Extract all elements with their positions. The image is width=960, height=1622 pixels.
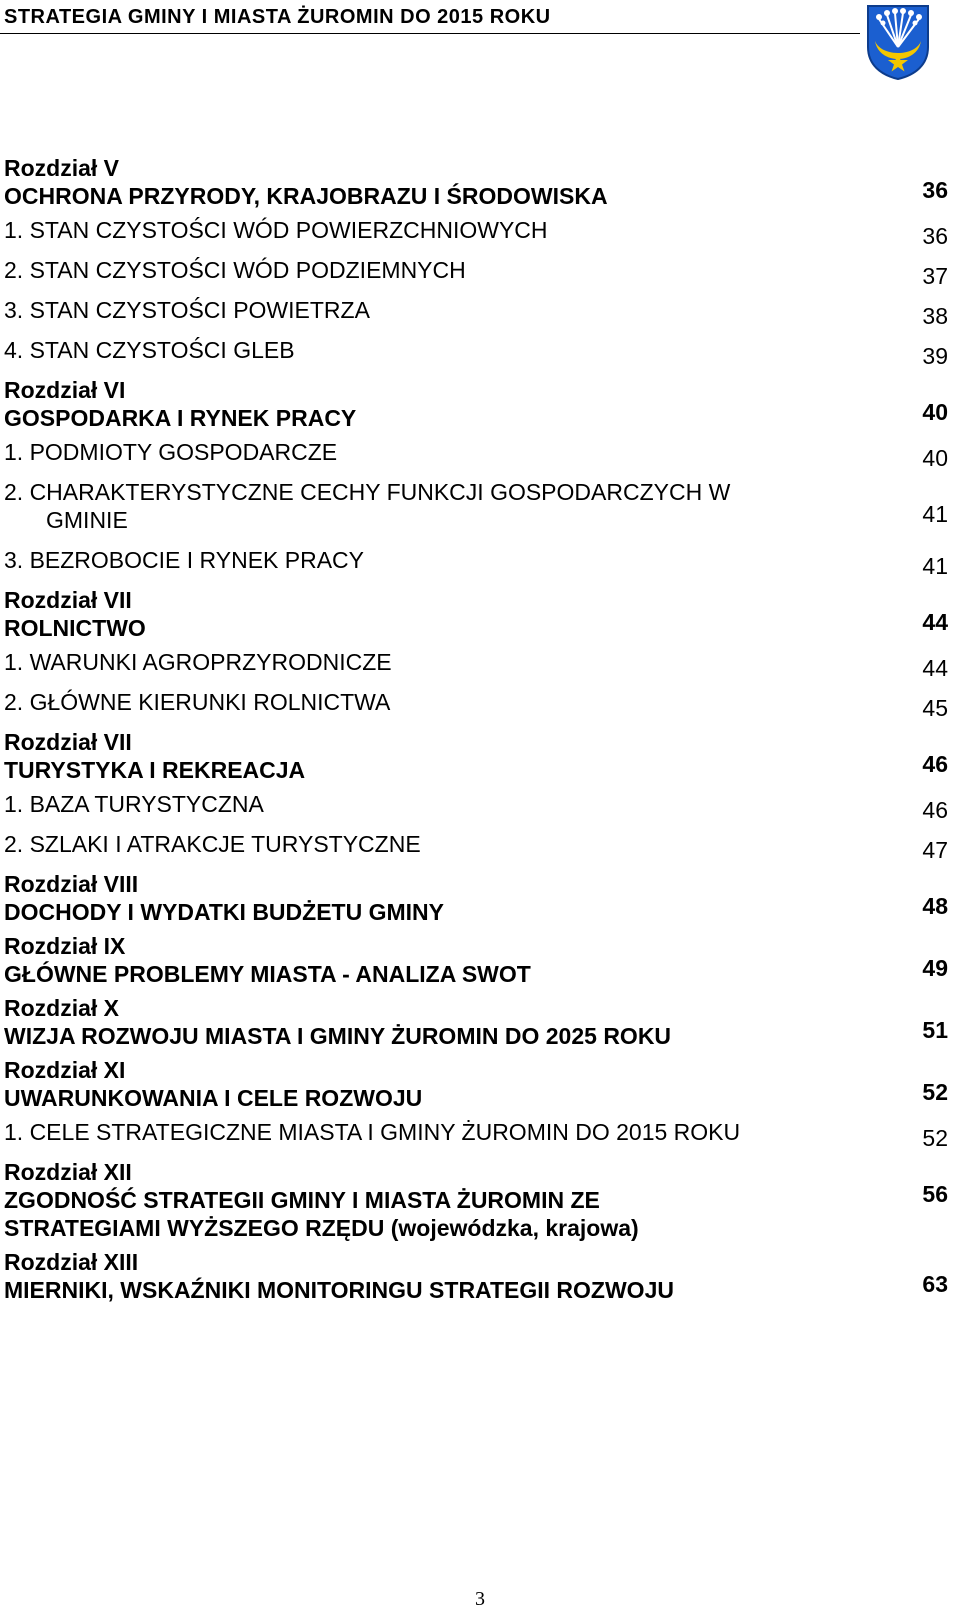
- chapter-label: Rozdział VIII: [4, 871, 139, 897]
- chapter-title: MIERNIKI, WSKAŹNIKI MONITORINGU STRATEGII ROZWOJU: [4, 1277, 674, 1303]
- toc-item[interactable]: [0, 1112, 960, 1152]
- toc-chapter[interactable]: [0, 994, 960, 1050]
- page-ref: 44: [922, 609, 948, 635]
- chapter-title-continuation: STRATEGIAMI WYŻSZEGO RZĘDU (wojewódzka, krajowa): [4, 1215, 639, 1241]
- header-divider: [0, 33, 860, 34]
- page-ref: 44: [922, 655, 948, 681]
- toc-chapter[interactable]: [0, 1158, 960, 1242]
- chapter-label: Rozdział XII: [4, 1159, 132, 1185]
- page-ref: 47: [922, 837, 948, 863]
- page-ref: 36: [922, 223, 948, 249]
- toc-item[interactable]: [0, 824, 960, 864]
- item-title: 1. BAZA TURYSTYCZNA: [4, 791, 264, 817]
- page-ref: 38: [922, 303, 948, 329]
- page-ref: 37: [922, 263, 948, 289]
- chapter-title: OCHRONA PRZYRODY, KRAJOBRAZU I ŚRODOWISKA: [4, 183, 608, 209]
- page-ref: 40: [922, 399, 948, 425]
- chapter-title: WIZJA ROZWOJU MIASTA I GMINY ŻUROMIN DO 2025 ROKU: [4, 1023, 672, 1049]
- page-header: [0, 0, 960, 40]
- toc-item[interactable]: [0, 472, 960, 540]
- page-ref: 46: [922, 751, 948, 777]
- item-title: 1. STAN CZYSTOŚCI WÓD POWIERZCHNIOWYCH: [4, 217, 548, 243]
- toc-chapter[interactable]: [0, 870, 960, 926]
- toc-chapter[interactable]: [0, 1248, 960, 1304]
- page-ref: 56: [922, 1181, 948, 1207]
- item-title: 2. GŁÓWNE KIERUNKI ROLNICTWA: [4, 689, 391, 715]
- toc-item[interactable]: [0, 210, 960, 250]
- chapter-title: ROLNICTWO: [4, 615, 146, 641]
- page-number: 3: [475, 1588, 485, 1610]
- toc-chapter[interactable]: [0, 154, 960, 210]
- toc-chapter[interactable]: [0, 728, 960, 784]
- item-title: 3. BEZROBOCIE I RYNEK PRACY: [4, 547, 365, 573]
- toc-chapter[interactable]: [0, 1056, 960, 1112]
- toc-chapter[interactable]: [0, 586, 960, 642]
- toc-item[interactable]: [0, 540, 960, 580]
- page-ref: 48: [922, 893, 948, 919]
- item-title: 2. SZLAKI I ATRAKCJE TURYSTYCZNE: [4, 831, 421, 857]
- toc-item[interactable]: [0, 642, 960, 682]
- item-title: 2. CHARAKTERYSTYCZNE CECHY FUNKCJI GOSPODARCZYCH W: [4, 479, 731, 505]
- toc-chapter[interactable]: [0, 376, 960, 432]
- chapter-label: Rozdział XIII: [4, 1249, 139, 1275]
- page-ref: 52: [922, 1125, 948, 1151]
- chapter-label: Rozdział VI: [4, 377, 126, 403]
- chapter-label: Rozdział XI: [4, 1057, 126, 1083]
- item-title: 3. STAN CZYSTOŚCI POWIETRZA: [4, 297, 370, 323]
- page-ref: 45: [922, 695, 948, 721]
- item-title: 1. WARUNKI AGROPRZYRODNICZE: [4, 649, 392, 675]
- toc-item[interactable]: [0, 250, 960, 290]
- page-ref: 49: [922, 955, 948, 981]
- chapter-title: GŁÓWNE PROBLEMY MIASTA - ANALIZA SWOT: [4, 961, 531, 987]
- coat-of-arms-icon: [865, 3, 931, 81]
- item-title: 4. STAN CZYSTOŚCI GLEB: [4, 337, 295, 363]
- item-title: 1. CELE STRATEGICZNE MIASTA I GMINY ŻUROMIN DO 2015 ROKU: [4, 1119, 741, 1145]
- chapter-label: Rozdział X: [4, 995, 120, 1021]
- toc-item[interactable]: [0, 290, 960, 330]
- page-ref: 51: [922, 1017, 948, 1043]
- page-ref: 40: [922, 445, 948, 471]
- page-ref: 52: [922, 1079, 948, 1105]
- chapter-title: GOSPODARKA I RYNEK PRACY: [4, 405, 357, 431]
- page-ref: 36: [922, 177, 948, 203]
- toc-item[interactable]: [0, 432, 960, 472]
- table-of-contents: [0, 148, 960, 1304]
- page-ref: 63: [922, 1271, 948, 1297]
- toc-item[interactable]: [0, 784, 960, 824]
- chapter-label: Rozdział VII: [4, 729, 132, 755]
- toc-item[interactable]: [0, 330, 960, 370]
- chapter-title: TURYSTYKA I REKREACJA: [4, 757, 306, 783]
- chapter-label: Rozdział IX: [4, 933, 126, 959]
- item-title: 2. STAN CZYSTOŚCI WÓD PODZIEMNYCH: [4, 257, 466, 283]
- chapter-label: Rozdział VII: [4, 587, 132, 613]
- chapter-label: Rozdział V: [4, 155, 120, 181]
- page-ref: 46: [922, 797, 948, 823]
- page-ref: 41: [922, 501, 948, 527]
- item-title: 1. PODMIOTY GOSPODARCZE: [4, 439, 338, 465]
- toc-chapter[interactable]: [0, 932, 960, 988]
- item-title-continuation: GMINIE: [46, 507, 128, 533]
- page-ref: 41: [922, 553, 948, 579]
- page-ref: 39: [922, 343, 948, 369]
- document-title: STRATEGIA GMINY I MIASTA ŻUROMIN DO 2015 ROKU: [4, 6, 551, 28]
- chapter-title: ZGODNOŚĆ STRATEGII GMINY I MIASTA ŻUROMIN ZE: [4, 1187, 600, 1213]
- chapter-title: UWARUNKOWANIA I CELE ROZWOJU: [4, 1085, 423, 1111]
- toc-item[interactable]: [0, 682, 960, 722]
- chapter-title: DOCHODY I WYDATKI BUDŻETU GMINY: [4, 899, 444, 925]
